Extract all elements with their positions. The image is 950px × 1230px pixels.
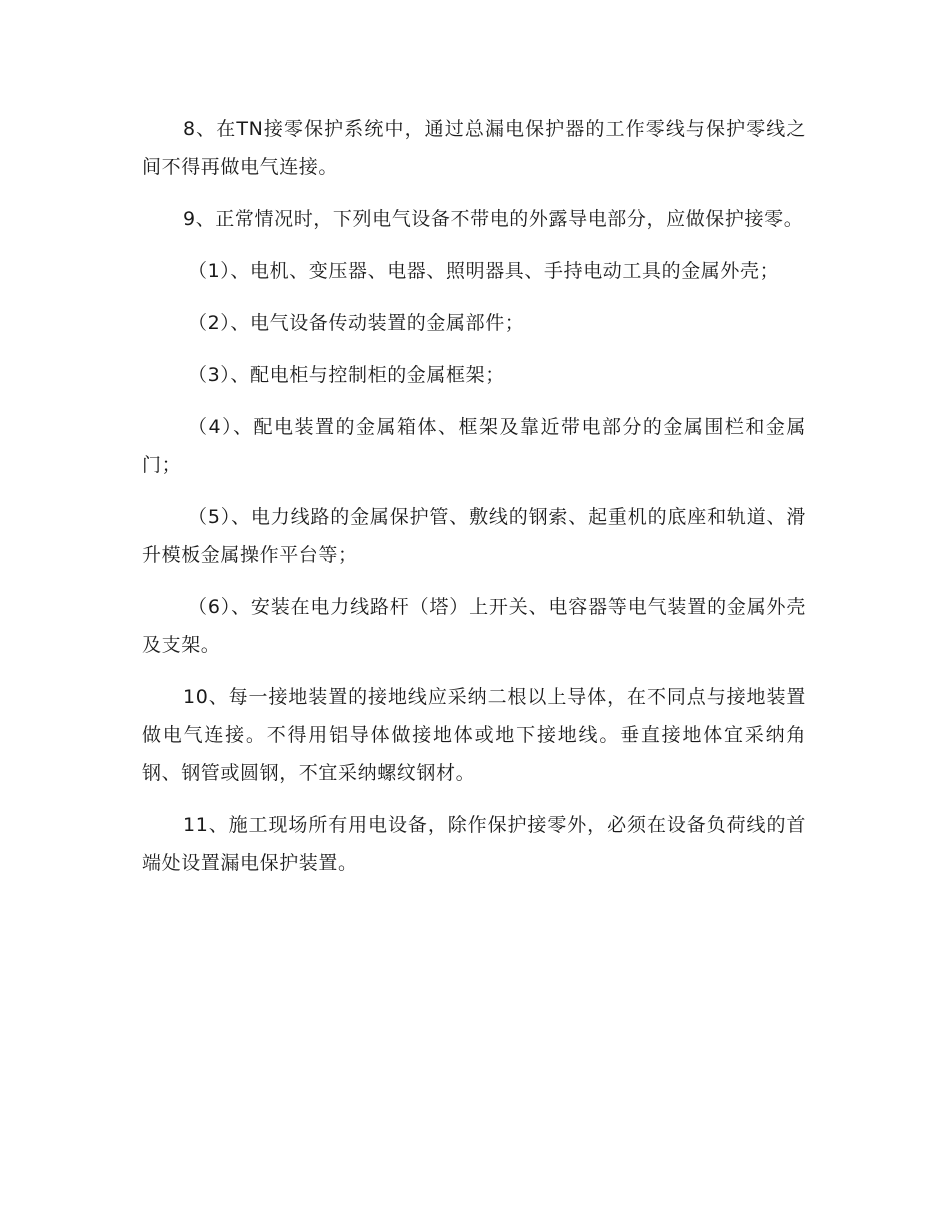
sub-item-2: （2）、电气设备传动装置的金属部件； [188,312,525,334]
sub-item-5: （5）、电力线路的金属保护管、敷线的钢索、起重机的底座和轨道、滑升模板金属操作平台等； [142,506,806,566]
sub-item-4: （4）、配电装置的金属箱体、框架及靠近带电部分的金属围栏和金属门； [142,416,806,476]
paragraph-item-10: 10、每一接地装置的接地线应采纳二根以上导体，在不同点与接地装置做电气连接。不得用铝导体做接地体或地下接地线。垂直接地体宜采纳角钢、钢管或圆钢，不宜采纳螺纹钢材。 [142,686,806,784]
sub-item-3: （3）、配电柜与控制柜的金属框架； [188,364,505,386]
document-body [142,110,806,896]
sub-item-1: （1）、电机、变压器、电器、照明器具、手持电动工具的金属外壳； [188,260,780,282]
paragraph-item-8: 8、在TN接零保护系统中，通过总漏电保护器的工作零线与保护零线之间不得再做电气连接。 [142,118,806,178]
sub-item-6: （6）、安装在电力线路杆（塔）上开关、电容器等电气装置的金属外壳及支架。 [142,596,806,656]
paragraph-item-11: 11、施工现场所有用电设备，除作保护接零外，必须在设备负荷线的首端处设置漏电保护装置。 [142,814,806,874]
paragraph-item-9: 9、正常情况时，下列电气设备不带电的外露导电部分，应做保护接零。 [183,208,804,230]
